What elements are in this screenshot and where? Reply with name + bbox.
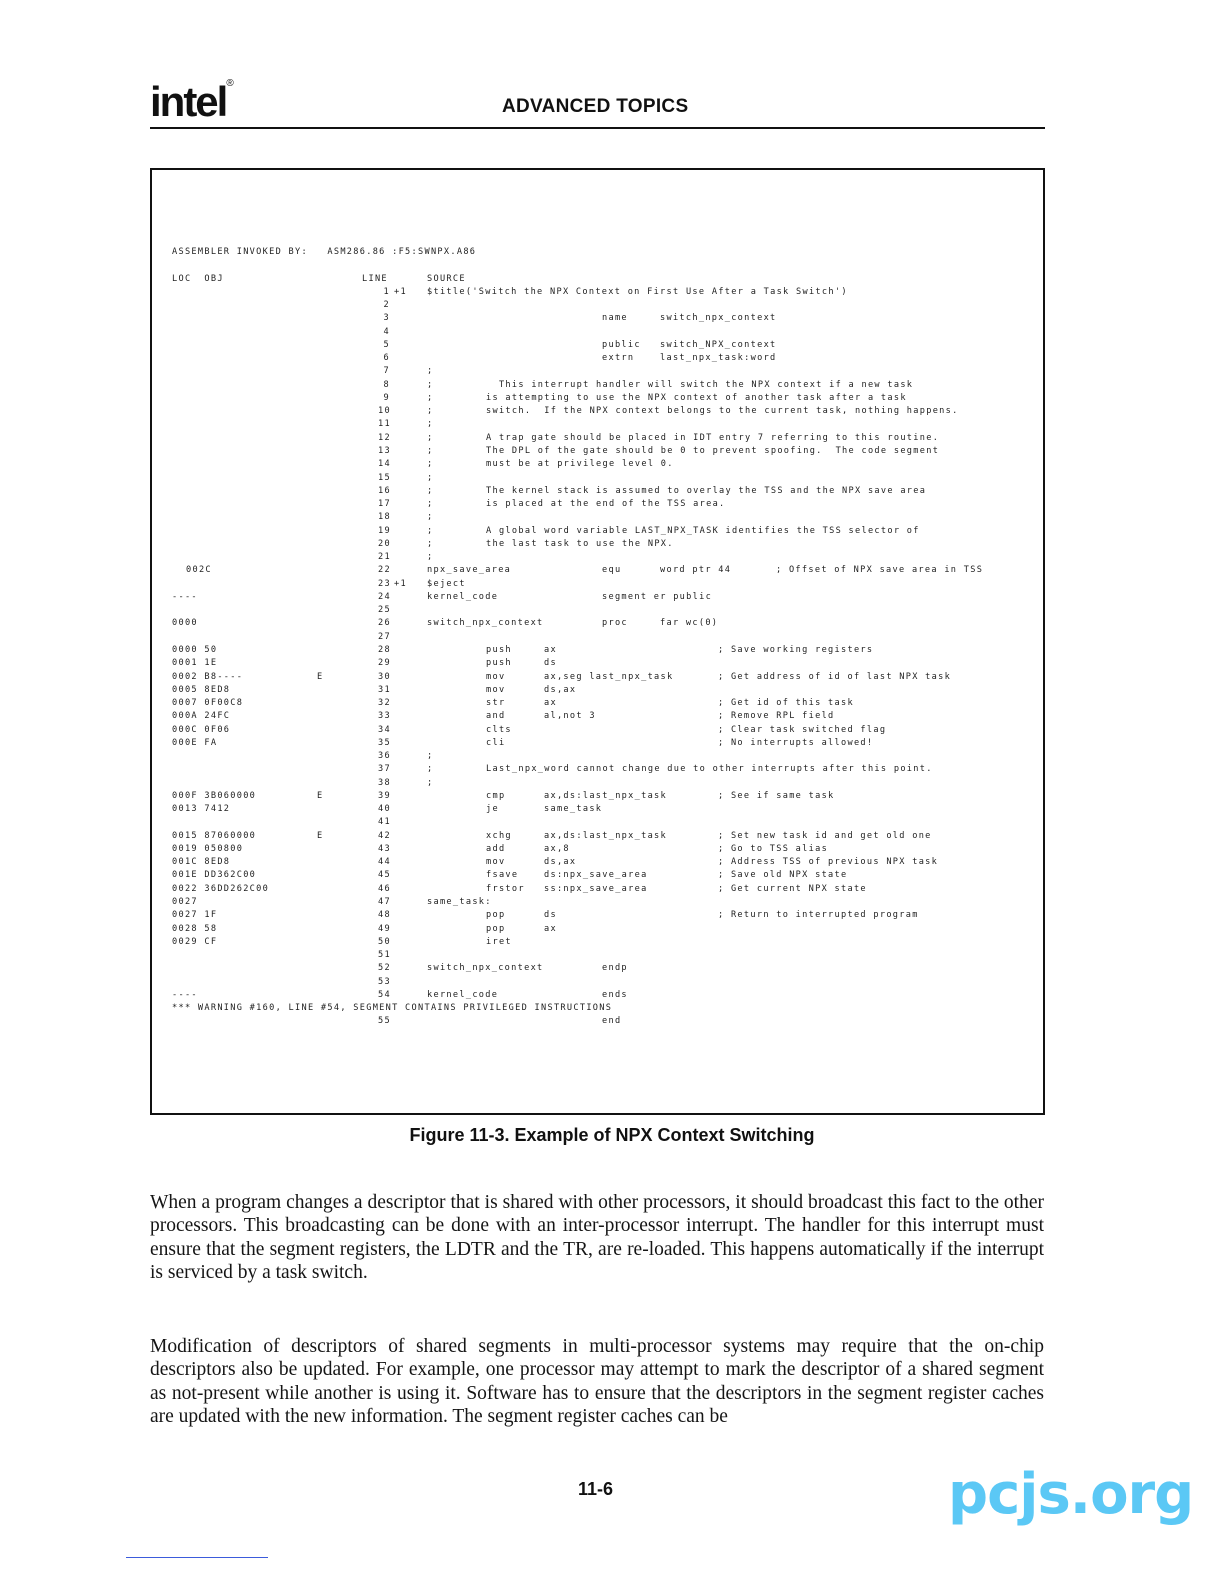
comment-text: ; Return to interrupted program <box>718 910 919 921</box>
label: npx_save_area <box>427 565 512 576</box>
listing-row: 27 <box>378 631 391 642</box>
listing-row: 2 <box>383 300 390 311</box>
error-flag: E <box>317 671 324 682</box>
figure-caption: Figure 11-3. Example of NPX Context Switching <box>409 1125 815 1145</box>
opcode: mov <box>486 857 506 868</box>
opcode: xchg <box>486 830 512 841</box>
opcode: mov <box>486 684 506 695</box>
code-row <box>172 844 1032 857</box>
operands: ax,ds:last_npx_task <box>544 830 668 841</box>
operands: ds:npx_save_area <box>544 870 648 881</box>
code-row <box>172 937 1032 950</box>
operands: ds <box>544 910 557 921</box>
loc-obj-header: LOC OBJ <box>172 273 224 284</box>
listing-row: 37 ; Last_npx_word cannot change due to other interrupts after this point. <box>378 764 933 775</box>
loc-value: 000F 3B060000 <box>172 790 257 801</box>
operands: ax <box>544 698 557 709</box>
label: same_task: <box>427 897 492 908</box>
comment-text: ; Clear task switched flag <box>718 724 887 735</box>
comment-text: The kernel stack is assumed to overlay the TSS and the NPX save area <box>486 485 927 496</box>
code-block <box>172 910 1032 950</box>
loc-value: 0005 8ED8 <box>172 684 231 695</box>
listing-row: 38 ; <box>378 777 434 788</box>
listing-header-row <box>172 274 1032 287</box>
comment-text: the last task to use the NPX. <box>486 538 674 549</box>
code-row <box>172 685 1032 698</box>
line-number: 32 <box>378 698 391 709</box>
listing-row: ---- 54 kernel_code ends <box>172 989 628 1000</box>
listing-row: 9 ; is attempting to use the NPX context of another task after a task <box>383 392 907 403</box>
code-row <box>172 658 1032 671</box>
pcjs-watermark[interactable]: pcjs.org <box>948 1462 1194 1527</box>
loc-value: 000E FA <box>172 737 218 748</box>
directive-op: end <box>602 1016 622 1027</box>
body-paragraph: When a program changes a descriptor that is shared with other processors, it should broadcast this fact to the other processors. This broadcasting can be done with an inter-processor interrupt. The handler for this interrupt must ensure that the segment registers, the LDTR and the TR, are re-loaded. This happens automatically if the interrupt is serviced by a task switch. <box>150 1192 1044 1283</box>
directive-op: segment er public <box>602 591 713 602</box>
line-number: 40 <box>378 804 391 815</box>
listing-row: 0027 47 same_task: <box>172 897 492 908</box>
line-number: 50 <box>378 936 391 947</box>
listing-row: 25 <box>378 605 391 616</box>
loc-value: 0007 0F00C8 <box>172 698 244 709</box>
opcode: and <box>486 711 506 722</box>
listing-row: 12 ; A trap gate should be placed in IDT entry 7 referring to this routine. <box>378 432 940 443</box>
operands: ax <box>544 644 557 655</box>
loc-value: 0027 <box>172 897 198 908</box>
registered-mark: ® <box>226 78 234 89</box>
listing-row: 6 extrn last_npx_task:word <box>383 353 777 364</box>
code-block <box>172 831 1032 897</box>
opcode: frstor <box>486 883 525 894</box>
listing-row: 52 switch_npx_context endp <box>378 963 628 974</box>
directive-op: name <box>602 313 628 324</box>
listing-row: 0000 26 switch_npx_context proc far wc(0) <box>172 618 719 629</box>
listing-row: 14 ; must be at privilege level 0. <box>378 459 674 470</box>
loc-value: 000A 24FC <box>172 711 231 722</box>
listing-row: 53 <box>378 976 391 987</box>
listing-row: 1 +1 $title('Switch the NPX Context on First Use After a Task Switch') <box>383 286 848 297</box>
code-row <box>172 831 1032 844</box>
page-header-title: ADVANCED TOPICS <box>502 96 689 117</box>
error-flag: E <box>317 830 324 841</box>
listing-row: 5 public switch_NPX_context <box>383 339 777 350</box>
invoked-by-line: ASSEMBLER INVOKED BY: ASM286.86 :F5:SWNPX.A86 <box>172 247 477 257</box>
comment-text: ; Address TSS of previous NPX task <box>718 857 939 868</box>
opcode: push <box>486 644 512 655</box>
listing-row <box>172 247 1032 260</box>
comment-text: Last_npx_word cannot change due to other interrupts after this point. <box>486 764 933 775</box>
listing-row <box>172 260 1032 273</box>
opcode: add <box>486 843 506 854</box>
code-row <box>172 698 1032 711</box>
listing-row: 10 ; switch. If the NPX context belongs to the current task, nothing happens. <box>378 406 959 417</box>
line-number: 34 <box>378 724 391 735</box>
line-number: 30 <box>378 671 391 682</box>
line-number: 43 <box>378 843 391 854</box>
assembler-listing <box>172 247 1032 1030</box>
comment-text: is placed at the end of the TSS area. <box>486 499 726 510</box>
footer-rule <box>126 1557 268 1558</box>
opcode: iret <box>486 936 512 947</box>
loc-value: 0002 B8---- <box>172 671 244 682</box>
listing-row: 15 ; <box>378 472 434 483</box>
opcode: pop <box>486 910 506 921</box>
comment-text: ; See if same task <box>718 790 835 801</box>
comment-text: A global word variable LAST_NPX_TASK identifies the TSS selector of <box>486 525 920 536</box>
listing-row: 23 +1 $eject <box>378 578 466 589</box>
directive-op: ends <box>602 989 628 1000</box>
directive-args: last_npx_task:word <box>660 353 777 364</box>
opcode: str <box>486 698 506 709</box>
line-header: LINE <box>362 273 388 284</box>
line-number: 49 <box>378 923 391 934</box>
operands: ax <box>544 923 557 934</box>
line-number: 39 <box>378 790 391 801</box>
loc-value: 0027 1F <box>172 910 218 921</box>
line-number: 42 <box>378 830 391 841</box>
opcode: fsave <box>486 870 519 881</box>
loc-value: ---- <box>172 591 198 602</box>
listing-row: 18 ; <box>378 512 434 523</box>
opcode: clts <box>486 724 512 735</box>
listing-row: 36 ; <box>378 751 434 762</box>
directive-op: equ <box>602 565 622 576</box>
loc-value: 0015 87060000 <box>172 830 257 841</box>
title-directive: $title('Switch the NPX Context on First Use After a Task Switch') <box>427 286 848 297</box>
comment-text: ; No interrupts allowed! <box>718 737 874 748</box>
listing-row: 13 ; The DPL of the gate should be 0 to prevent spoofing. The code segment <box>378 445 940 456</box>
intel-logo: intel® <box>150 78 234 125</box>
comment-text: A trap gate should be placed in IDT entry 7 referring to this routine. <box>486 432 940 443</box>
comment-text: This interrupt handler will switch the NPX context if a new task <box>486 379 914 390</box>
comment-text: ; Get address of id of last NPX task <box>718 671 952 682</box>
listing-row: 17 ; is placed at the end of the TSS area. <box>378 499 726 510</box>
comment-text: The DPL of the gate should be 0 to prevent spoofing. The code segment <box>486 445 940 456</box>
operands: ax,8 <box>544 843 570 854</box>
comment-text: ; Set new task id and get old one <box>718 830 932 841</box>
listing-row: 002C 22 npx_save_area equ word ptr 44 ; Offset of NPX save area in TSS <box>186 565 984 576</box>
loc-value: 0022 36DD262C00 <box>172 883 270 894</box>
directive-op: proc <box>602 618 628 629</box>
listing-row: 20 ; the last task to use the NPX. <box>378 538 674 549</box>
operands: ss:npx_save_area <box>544 883 648 894</box>
line-number: 44 <box>378 857 391 868</box>
code-row <box>172 645 1032 658</box>
code-row <box>172 857 1032 870</box>
operands: ax,ds:last_npx_task <box>544 790 668 801</box>
error-flag: E <box>317 790 324 801</box>
body-paragraph: Modification of descriptors of shared segments in multi-processor systems may require that the on-chip descriptors also be updated. For example, one processor may attempt to mark the descriptor of a shared segment as not-present while another is using it. Software has to ensure that the descriptors in the segment register caches are updated with the new information. The segment register caches can be <box>150 1336 1044 1427</box>
line-number: 29 <box>378 658 391 669</box>
directive-args: switch_NPX_context <box>660 339 777 350</box>
comment-text: ; Get current NPX state <box>718 883 867 894</box>
label: kernel_code <box>427 989 499 1000</box>
listing-row: 55 end <box>378 1016 622 1027</box>
opcode: pop <box>486 923 506 934</box>
directive-args: word ptr 44 <box>660 565 732 576</box>
directive-args: far wc(0) <box>660 618 719 629</box>
listing-row: 51 <box>378 950 391 961</box>
code-row <box>172 711 1032 724</box>
loc-value: ---- <box>172 989 198 1000</box>
listing-row: 8 ; This interrupt handler will switch the NPX context if a new task <box>383 379 914 390</box>
directive-op: public <box>602 339 641 350</box>
code-row <box>172 725 1032 738</box>
comment-text: ; Save old NPX state <box>718 870 848 881</box>
label: kernel_code <box>427 591 499 602</box>
operands: ds <box>544 658 557 669</box>
loc-value: 0000 50 <box>172 644 218 655</box>
code-row <box>172 910 1032 923</box>
operands: ds,ax <box>544 857 577 868</box>
opcode: push <box>486 658 512 669</box>
loc-value: 002C <box>186 565 212 576</box>
listing-row: 7 ; <box>383 366 434 377</box>
line-number: 35 <box>378 737 391 748</box>
code-block <box>172 645 1032 751</box>
listing-row: 19 ; A global word variable LAST_NPX_TASK identifies the TSS selector of <box>378 525 920 536</box>
source-header: SOURCE <box>427 273 466 284</box>
opcode: cli <box>486 737 506 748</box>
loc-value: 001E DD362C00 <box>172 870 257 881</box>
operands: same_task <box>544 804 603 815</box>
directive-op: extrn <box>602 353 635 364</box>
label: switch_npx_context <box>427 963 544 974</box>
loc-value: 0028 58 <box>172 923 218 934</box>
opcode: je <box>486 804 499 815</box>
code-row <box>172 870 1032 883</box>
line-number: 31 <box>378 684 391 695</box>
line-number: 28 <box>378 644 391 655</box>
comment-text: ; Offset of NPX save area in TSS <box>776 565 984 576</box>
listing-row: 21 ; <box>378 552 434 563</box>
listing-row: 41 <box>378 817 391 828</box>
line-number: 45 <box>378 870 391 881</box>
warning-row <box>172 1003 1032 1016</box>
directive-args: switch_npx_context <box>660 313 777 324</box>
comment-text: switch. If the NPX context belongs to the current task, nothing happens. <box>486 406 959 417</box>
loc-value: 000C 0F06 <box>172 724 231 735</box>
operands: ax,seg last_npx_task <box>544 671 674 682</box>
loc-value: 0029 CF <box>172 936 218 947</box>
line-number: 33 <box>378 711 391 722</box>
opcode: mov <box>486 671 506 682</box>
loc-value: 0013 7412 <box>172 804 231 815</box>
line-number: 48 <box>378 910 391 921</box>
listing-row: 11 ; <box>378 419 434 430</box>
code-block <box>172 791 1032 818</box>
code-row <box>172 884 1032 897</box>
code-row <box>172 672 1032 685</box>
line-number: 46 <box>378 883 391 894</box>
loc-value: 0019 050800 <box>172 843 244 854</box>
operands: ds,ax <box>544 684 577 695</box>
comment-text: ; Get id of this task <box>718 698 854 709</box>
comment-text: ; Go to TSS alias <box>718 843 829 854</box>
loc-value: 001C 8ED8 <box>172 857 231 868</box>
loc-value: 0000 <box>172 618 198 629</box>
comment-text: ; Remove RPL field <box>718 711 835 722</box>
comment-text: must be at privilege level 0. <box>486 459 674 470</box>
code-row <box>172 738 1032 751</box>
code-row <box>172 804 1032 817</box>
directive-op: endp <box>602 963 628 974</box>
listing-row: 16 ; The kernel stack is assumed to overlay the TSS and the NPX save area <box>378 485 927 496</box>
page-number: 11-6 <box>578 1479 614 1499</box>
listing-row: 3 name switch_npx_context <box>383 313 777 324</box>
opcode: cmp <box>486 790 506 801</box>
label: switch_npx_context <box>427 618 544 629</box>
code-row <box>172 924 1032 937</box>
loc-value: 0001 1E <box>172 658 218 669</box>
eject-directive: $eject <box>427 578 466 589</box>
header-rule <box>150 127 1045 129</box>
warning-text: *** WARNING #160, LINE #54, SEGMENT CONTAINS PRIVILEGED INSTRUCTIONS <box>172 1003 613 1014</box>
code-row <box>172 791 1032 804</box>
operands: al,not 3 <box>544 711 596 722</box>
comment-text: ; Save working registers <box>718 644 874 655</box>
listing-row: 4 <box>383 326 390 337</box>
comment-text: is attempting to use the NPX context of another task after a task <box>486 392 907 403</box>
listing-row: ---- 24 kernel_code segment er public <box>172 591 713 602</box>
